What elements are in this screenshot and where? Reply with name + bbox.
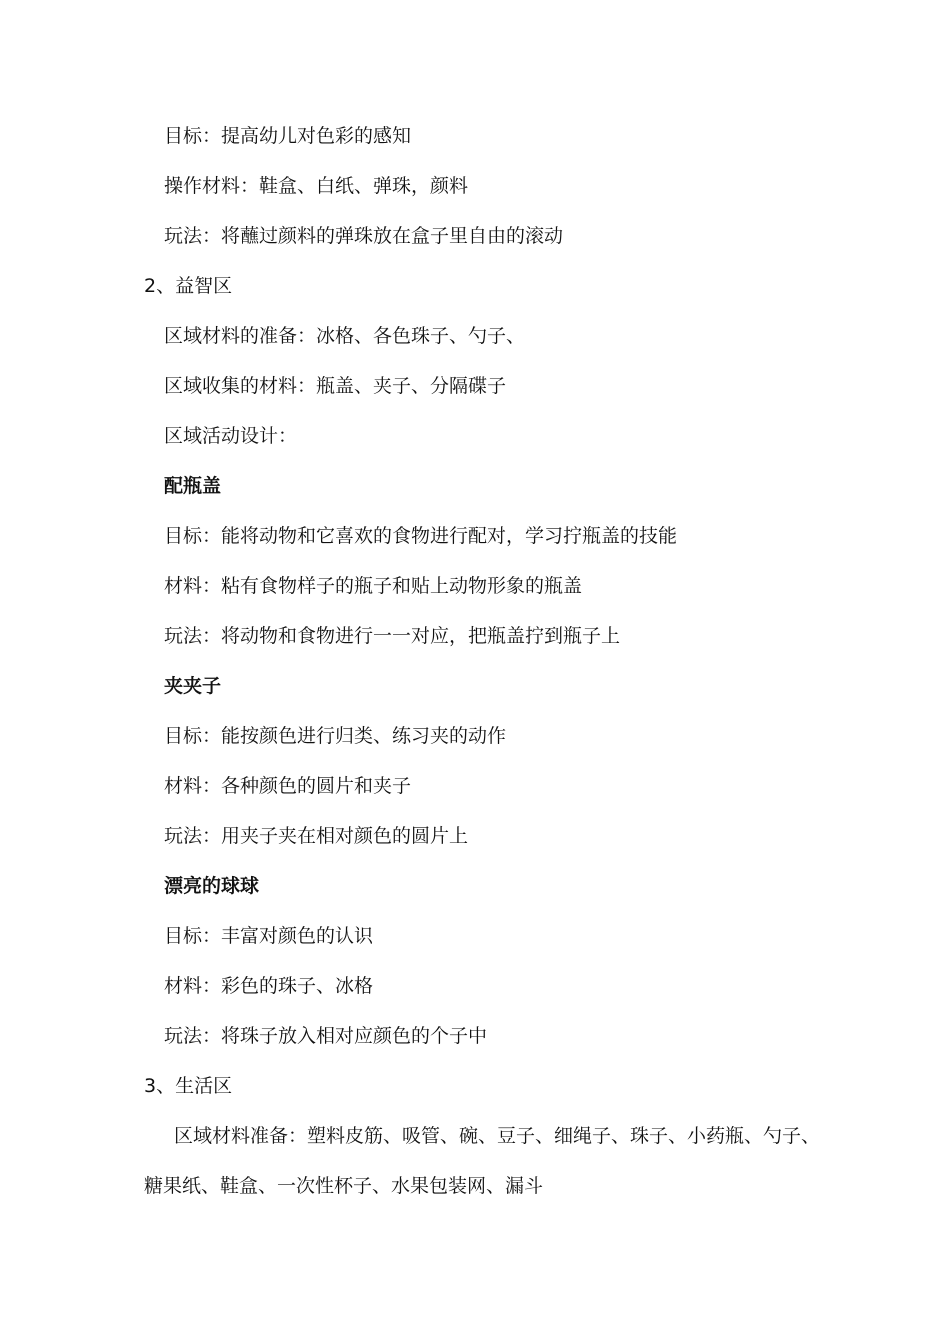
activity-title-clips: 夹夹子 [164,675,222,697]
area-activity-design-line: 区域活动设计： [164,425,298,447]
play-method-line: 玩法：将珠子放入相对应颜色的个子中 [164,1025,488,1047]
goal-line: 目标：能按颜色进行归类、练习夹的动作 [164,725,507,747]
materials-line: 操作材料：鞋盒、白纸、弹珠，颜料 [164,175,469,197]
section-heading-puzzle-area: 2、益智区 [144,275,233,297]
play-method-line: 玩法：将动物和食物进行一一对应，把瓶盖拧到瓶子上 [164,625,621,647]
area-materials-prep-line: 区域材料的准备：冰格、各色珠子、勺子、 [164,325,526,347]
goal-line: 目标：提高幼儿对色彩的感知 [164,125,412,147]
goal-line: 目标：丰富对颜色的认识 [164,925,374,947]
area-collected-materials-line: 区域收集的材料：瓶盖、夹子、分隔碟子 [164,375,507,397]
materials-line: 材料：粘有食物样子的瓶子和贴上动物形象的瓶盖 [164,575,583,597]
section-heading-life-area: 3、生活区 [144,1075,233,1097]
area-materials-prep-line: 区域材料准备：塑料皮筋、吸管、碗、豆子、细绳子、珠子、小药瓶、勺子、 [174,1125,821,1147]
play-method-line: 玩法：用夹子夹在相对颜色的圆片上 [164,825,469,847]
activity-title-match-caps: 配瓶盖 [164,475,222,497]
materials-line: 材料：彩色的珠子、冰格 [164,975,374,997]
play-method-line: 玩法：将蘸过颜料的弹珠放在盒子里自由的滚动 [164,225,564,247]
goal-line: 目标：能将动物和它喜欢的食物进行配对，学习拧瓶盖的技能 [164,525,678,547]
activity-title-pretty-balls: 漂亮的球球 [164,875,260,897]
materials-line: 材料：各种颜色的圆片和夹子 [164,775,412,797]
area-materials-prep-continued: 糖果纸、鞋盒、一次性杯子、水果包装网、漏斗 [144,1175,544,1197]
